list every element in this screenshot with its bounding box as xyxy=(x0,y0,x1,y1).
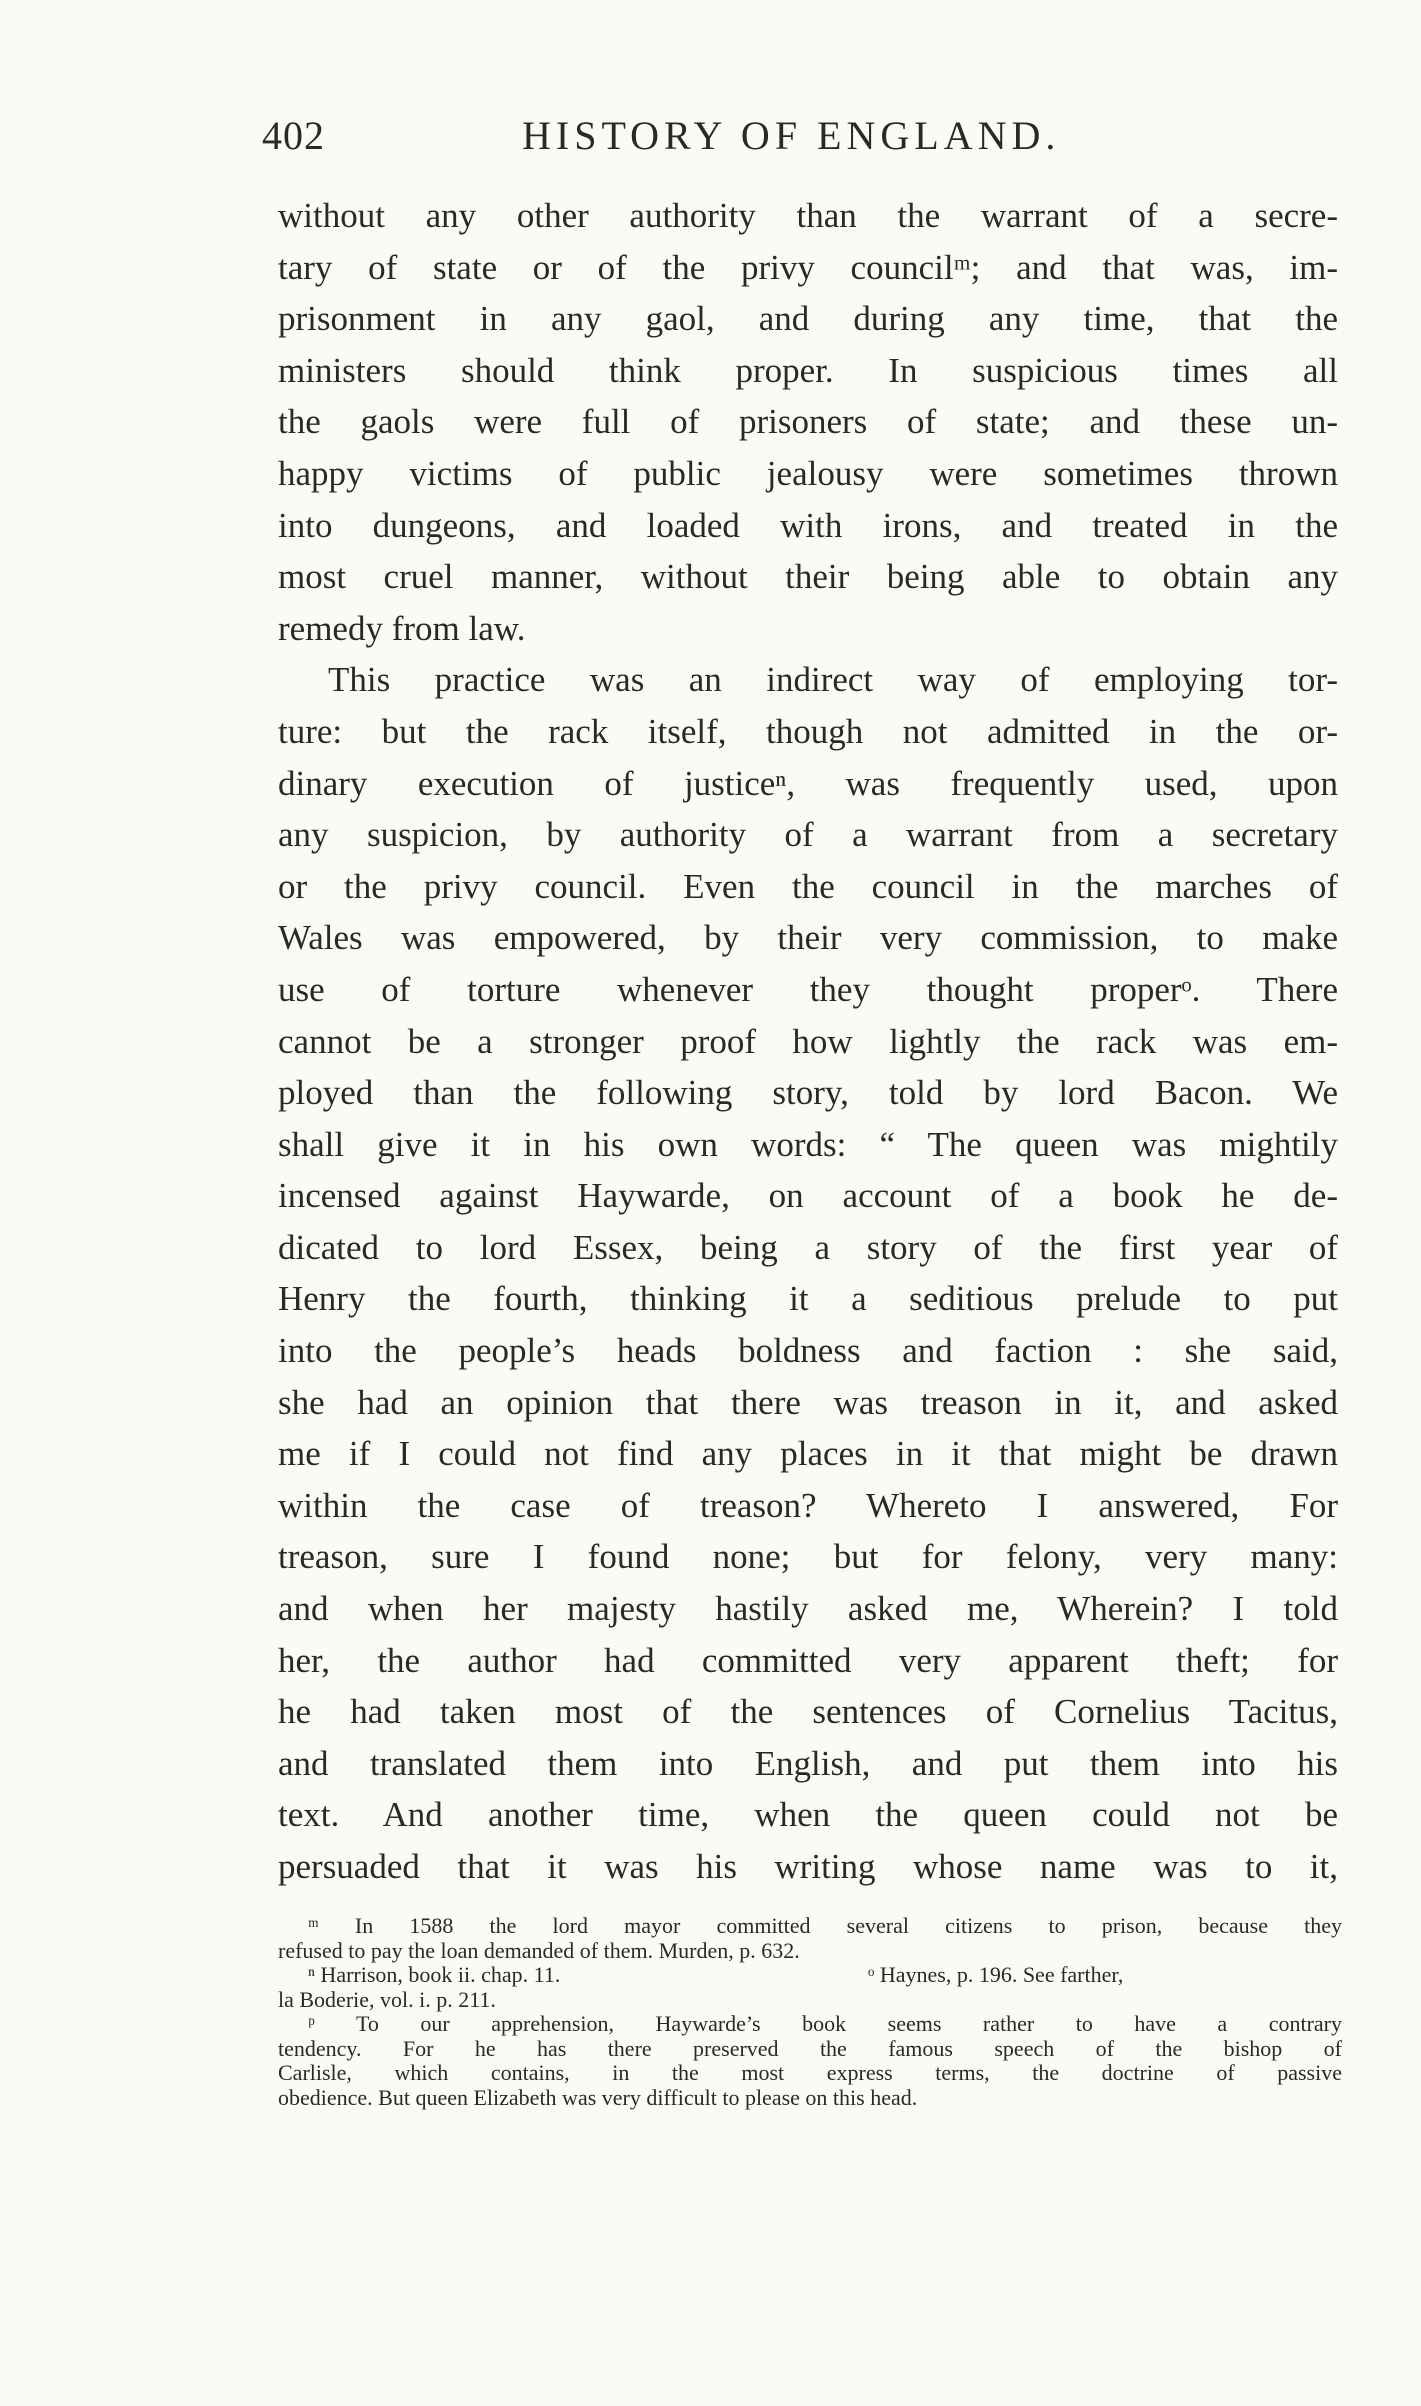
text-line: happy victims of public jealousy were sometimes thrown xyxy=(278,453,1338,493)
text-line: persuaded that it was his writing whose name was to it, xyxy=(278,1847,1338,1886)
text-line: her, the author had committed very apparent theft; for xyxy=(278,1640,1338,1680)
text-line: use of torture whenever they thought properᵒ. There xyxy=(278,969,1338,1009)
text-line: ture: but the rack itself, though not admitted in the or- xyxy=(278,711,1338,751)
text-line: within the case of treason? Whereto I answered, For xyxy=(278,1485,1338,1525)
text-line: she had an opinion that there was treason in it, and asked xyxy=(278,1382,1338,1422)
footnote-p-continued: tendency. For he has there preserved the famous speech of the bishop of xyxy=(278,2036,1342,2061)
page-number: 402 xyxy=(262,113,325,158)
footnote-m-continued: refused to pay the loan demanded of them. Murden, p. 632. xyxy=(278,1938,800,1963)
footnote-p-continued: obedience. But queen Elizabeth was very difficult to please on this head. xyxy=(278,2085,918,2110)
running-head: HISTORY OF ENGLAND. xyxy=(522,113,1061,158)
text-line: This practice was an indirect way of employing tor- xyxy=(328,660,1338,700)
text-line: most cruel manner, without their being able to obtain any xyxy=(278,557,1338,597)
footnote-m: ᵐ In 1588 the lord mayor committed several citizens to prison, because they xyxy=(308,1914,1342,1938)
footnotes xyxy=(278,1914,1342,2110)
footnote-o: ᵒ Haynes, p. 196. See farther, xyxy=(868,1962,1124,1987)
text-line: and translated them into English, and put them into his xyxy=(278,1743,1338,1783)
text-line: Henry the fourth, thinking it a seditious prelude to put xyxy=(278,1279,1338,1319)
text-line: or the privy council. Even the council in the marches of xyxy=(278,866,1338,906)
text-line: shall give it in his own words: “ The queen was mightily xyxy=(278,1124,1338,1164)
text-line: text. And another time, when the queen could not be xyxy=(278,1795,1338,1835)
text-line: remedy from law. xyxy=(278,608,526,648)
text-line: without any other authority than the warrant of a secre- xyxy=(278,196,1338,235)
footnote-o-continued: la Boderie, vol. i. p. 211. xyxy=(278,1987,496,2012)
text-line: the gaols were full of prisoners of state; and these un- xyxy=(278,402,1338,442)
text-line: into dungeons, and loaded with irons, and treated in the xyxy=(278,505,1338,545)
footnote-p-continued: Carlisle, which contains, in the most express terms, the doctrine of passive xyxy=(278,2061,1342,2085)
footnote-n: ⁿ Harrison, book ii. chap. 11. xyxy=(308,1962,561,1987)
text-line: Wales was empowered, by their very commission, to make xyxy=(278,918,1338,958)
text-line: he had taken most of the sentences of Cornelius Tacitus, xyxy=(278,1692,1338,1732)
text-line: cannot be a stronger proof how lightly the rack was em- xyxy=(278,1021,1338,1061)
text-line: into the people’s heads boldness and faction : she said, xyxy=(278,1331,1338,1371)
footnote-p: ᵖ To our apprehension, Haywarde’s book seems rather to have a contrary xyxy=(308,2012,1342,2036)
text-line: dicated to lord Essex, being a story of the first year of xyxy=(278,1227,1338,1267)
footnote-row-n-o xyxy=(278,1963,1342,1988)
text-line: ministers should think proper. In suspicious times all xyxy=(278,350,1338,390)
text-line: incensed against Haywarde, on account of a book he de- xyxy=(278,1176,1338,1216)
text-line: me if I could not find any places in it that might be drawn xyxy=(278,1434,1338,1474)
page-header xyxy=(262,112,1366,172)
text-line: and when her majesty hastily asked me, Wherein? I told xyxy=(278,1589,1338,1629)
text-line: dinary execution of justiceⁿ, was frequently used, upon xyxy=(278,763,1338,803)
text-line: any suspicion, by authority of a warrant from a secretary xyxy=(278,815,1338,855)
text-line: treason, sure I found none; but for felony, very many: xyxy=(278,1537,1338,1577)
body-text xyxy=(278,190,1338,1893)
text-line: ployed than the following story, told by lord Bacon. We xyxy=(278,1073,1338,1113)
text-line: prisonment in any gaol, and during any time, that the xyxy=(278,299,1338,339)
text-line: tary of state or of the privy councilᵐ; and that was, im- xyxy=(278,247,1338,287)
